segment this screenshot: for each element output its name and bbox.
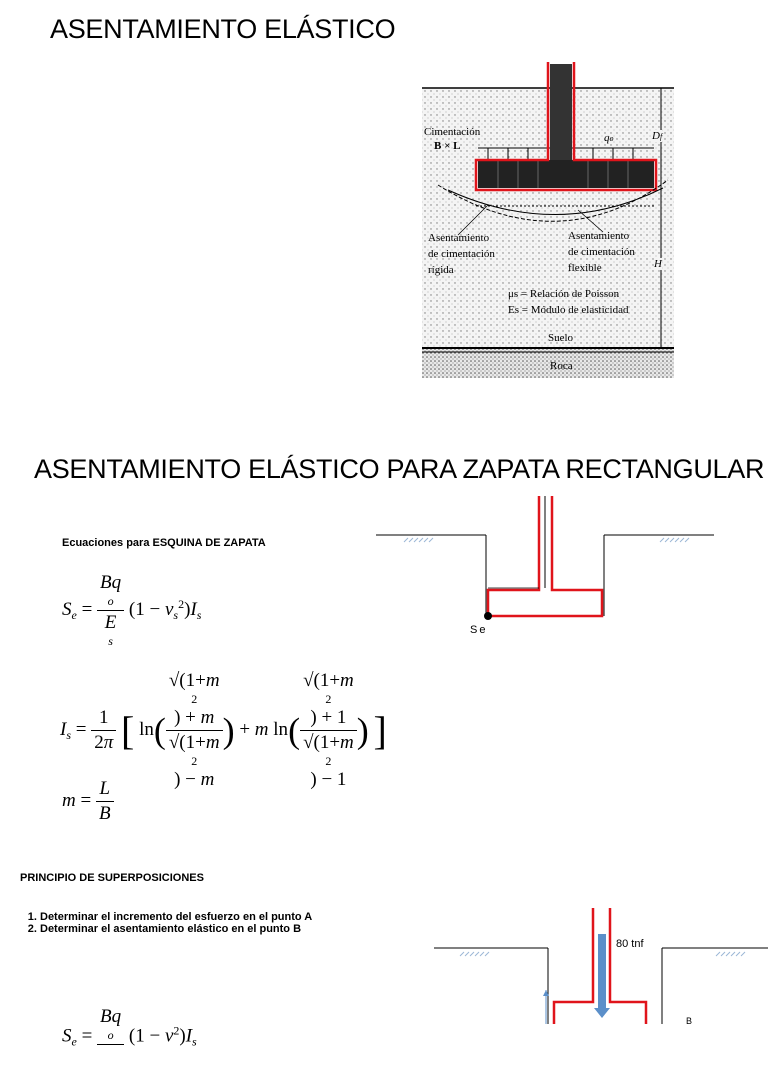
corner-diagram [376,496,718,642]
fig-rigid-3: rígida [428,264,454,276]
fig-flex-3: flexible [568,262,602,274]
equation-m: m = $\frac{L}{B}$ [62,778,114,825]
fig-rigid-1: Asentamiento [428,232,490,244]
equation-is: $I_s$ = $\frac{1}{2\pi}$ [ ln( √(1+m 2 ) + m √(1+m 2 ) − m ) + m ln( √(1+m 2 ) + 1 √(1+m 2 ) − 1 ) ] [60,670,387,790]
fig-cimentacion: Cimentación [424,126,481,138]
section3-title: PRINCIPIO DE SUPERPOSICIONES [20,872,204,884]
corner-se-label: Se [470,624,488,636]
section3-steps [20,911,312,935]
foundation-figure [418,60,678,380]
step-2: 2. Determinar el asentamiento elástico en el punto B [40,923,312,935]
equation-se-repeat: $S_e$ = Bq o $(1 - \nu^2)I_s$ [62,1006,197,1049]
fig-bxl: B × L [434,140,461,152]
fig-rigid-2: de cimentación [428,248,495,260]
section1-title: ASENTAMIENTO ELÁSTICO [50,14,396,44]
fig-poisson: μs = Relación de Poisson [508,288,620,300]
fig-flex-2: de cimentación [568,246,635,258]
fig-suelo: Suelo [548,332,574,344]
load-label: 80 tnf [616,938,644,950]
fig-q: qo [604,132,614,144]
fig-modulo: Es = Módulo de elasticidad [508,304,629,316]
superposition-diagram [430,908,768,1024]
fig-d: Df [652,130,663,142]
fig-flex-1: Asentamiento [568,230,630,242]
fig-roca: Roca [550,360,573,372]
section2-subtitle: Ecuaciones para ESQUINA DE ZAPATA [62,537,266,549]
section2-title: ASENTAMIENTO ELÁSTICO PARA ZAPATA RECTANGULAR [34,454,765,484]
point-b-label: B [686,1016,693,1026]
step-1: 1. Determinar el incremento del esfuerzo en el punto A [40,911,312,923]
fig-h: H [654,258,662,270]
equation-se: $S_e$ = Bq o E s $(1 - \nu_s^2)I_s$ [62,572,202,648]
